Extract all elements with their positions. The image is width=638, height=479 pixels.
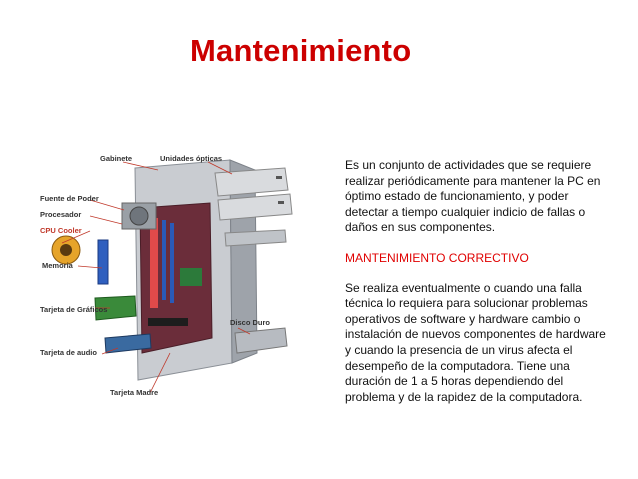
label-cpu-cooler: CPU Cooler — [40, 226, 82, 235]
corrective-paragraph: Se realiza eventualmente o cuando una falla técnica lo requiera para solucionar problemas operativos de software y hardware cambio o instalación de nuevos componentes de hardware y cuando la presencia de un virus afecta el desempeño de la computadora. Tiene una duración de 1 a 5 horas dependiendo del problema y de la rapidez de la computadora. — [345, 280, 606, 404]
section-subheading: MANTENIMIENTO CORRECTIVO — [345, 250, 529, 265]
label-tarjeta-madre: Tarjeta Madre — [110, 388, 159, 397]
label-memoria: Memoria — [42, 261, 73, 270]
label-tarjeta-de-graficos: Tarjeta de Gráficos — [40, 305, 108, 314]
label-gabinete: Gabinete — [100, 154, 133, 163]
slide-title: Mantenimiento — [190, 33, 412, 68]
pc-tower-illustration — [40, 148, 340, 418]
label-tarjeta-de-audio: Tarjeta de audio — [40, 348, 97, 357]
label-fuente-de-poder: Fuente de Poder — [40, 194, 99, 203]
pc-components-diagram — [40, 148, 340, 418]
label-disco-duro: Disco Duro — [230, 318, 271, 327]
label-unidades-opticas: Unidades ópticas — [160, 154, 223, 163]
content-text — [345, 158, 607, 420]
label-procesador: Procesador — [40, 210, 82, 219]
intro-paragraph: Es un conjunto de actividades que se requiere realizar periódicamente para mantener la PC en óptimo estado de funcionamiento, y poder detectar a tiempo cualquier indicio de fallas o daños en sus componentes. — [345, 158, 601, 235]
